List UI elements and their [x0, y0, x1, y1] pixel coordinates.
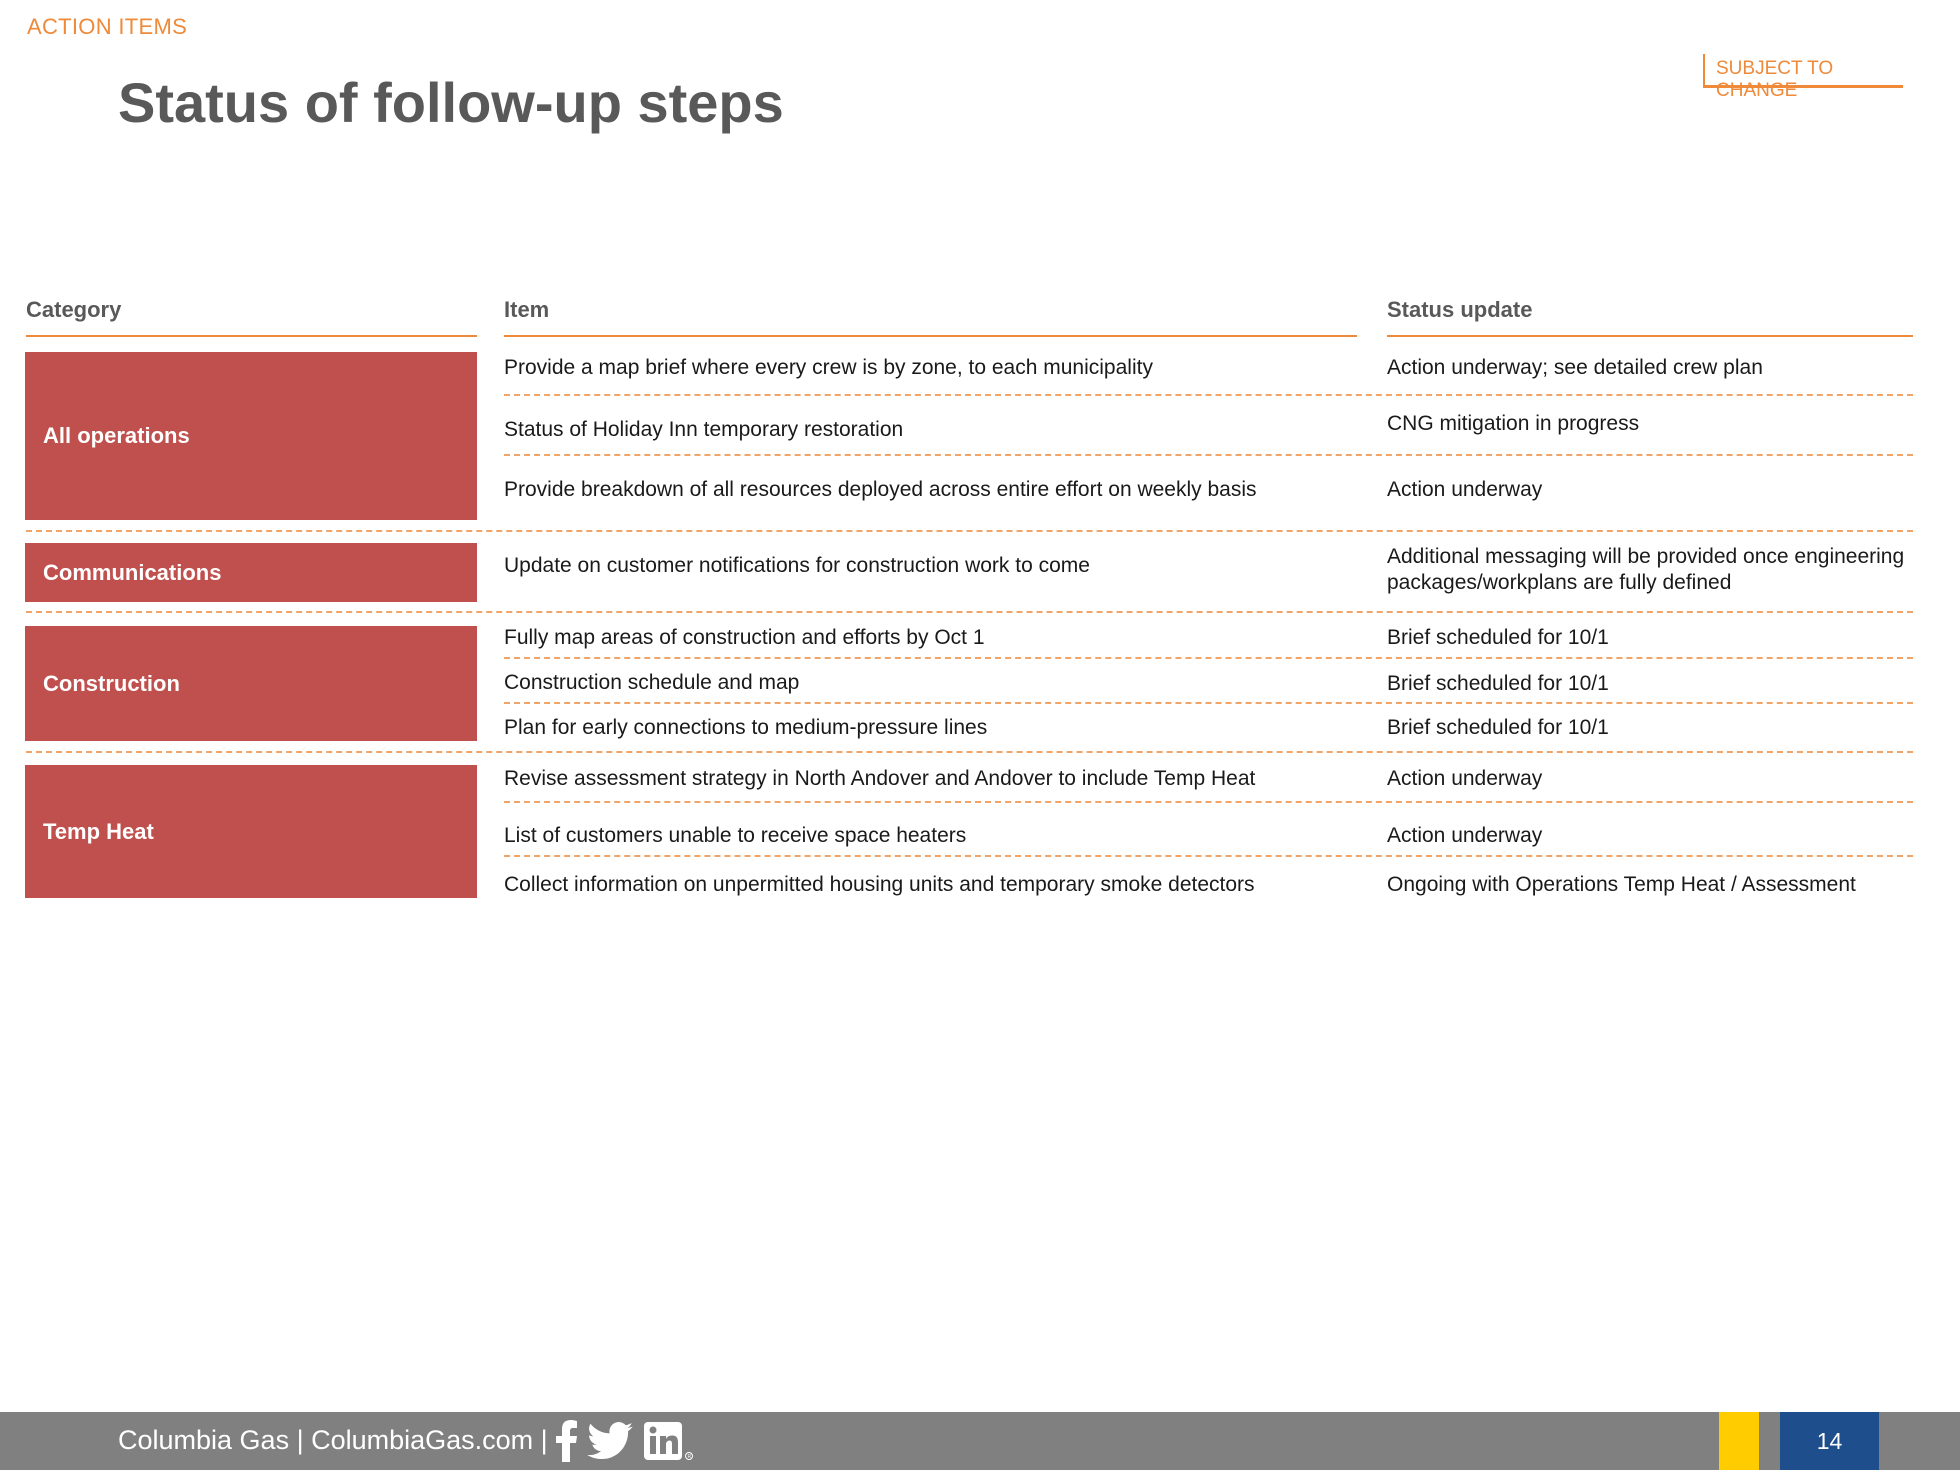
category-all-operations: All operations: [25, 352, 477, 520]
item-cell: Status of Holiday Inn temporary restoration: [504, 418, 904, 441]
row-divider: [504, 394, 1913, 396]
status-cell: Action underway; see detailed crew plan: [1387, 356, 1763, 379]
yellow-accent-block: [1719, 1412, 1759, 1470]
group-divider: [26, 751, 1913, 753]
svg-text:R: R: [687, 1454, 691, 1460]
item-cell: Revise assessment strategy in North Andover and Andover to include Temp Heat: [504, 767, 1256, 790]
footer-bar: [0, 1412, 1960, 1470]
item-cell: Plan for early connections to medium-pressure lines: [504, 716, 988, 739]
row-divider: [504, 702, 1913, 704]
page-number: 14: [1780, 1412, 1879, 1470]
header-rule: [26, 335, 477, 337]
group-divider: [26, 611, 1913, 613]
status-cell: Action underway: [1387, 824, 1543, 847]
item-cell: List of customers unable to receive space heaters: [504, 824, 967, 847]
row-divider: [504, 801, 1913, 803]
column-header-category: Category: [26, 297, 122, 322]
status-cell: Brief scheduled for 10/1: [1387, 716, 1609, 739]
status-cell: Action underway: [1387, 767, 1543, 790]
item-cell: Update on customer notifications for construction work to come: [504, 554, 1090, 577]
footer-text: Columbia Gas | ColumbiaGas.com |: [118, 1425, 548, 1455]
category-temp-heat: Temp Heat: [25, 765, 477, 898]
status-cell: CNG mitigation in progress: [1387, 412, 1640, 435]
twitter-icon[interactable]: [587, 1422, 633, 1460]
row-divider: [504, 657, 1913, 659]
facebook-icon[interactable]: [554, 1420, 578, 1462]
page-title: Status of follow-up steps: [118, 71, 784, 134]
status-cell: Brief scheduled for 10/1: [1387, 672, 1609, 695]
linkedin-icon[interactable]: [644, 1420, 694, 1462]
item-cell: Provide a map brief where every crew is by zone, to each municipality: [504, 356, 1153, 379]
group-divider: [26, 530, 1913, 532]
section-tag: ACTION ITEMS: [27, 14, 188, 39]
column-header-item: Item: [504, 297, 550, 322]
status-cell: Ongoing with Operations Temp Heat / Assessment: [1387, 873, 1856, 896]
row-divider: [504, 855, 1913, 857]
status-cell: Brief scheduled for 10/1: [1387, 626, 1609, 649]
subject-to-change-stamp: SUBJECT TO CHANGE: [1703, 54, 1903, 88]
column-header-status: Status update: [1387, 297, 1533, 322]
category-communications: Communications: [25, 543, 477, 602]
row-divider: [504, 454, 1913, 456]
status-cell: Additional messaging will be provided once engineering packages/workplans are fully defined: [1387, 545, 1905, 594]
status-cell: Action underway: [1387, 478, 1543, 501]
item-cell: Construction schedule and map: [504, 671, 800, 694]
header-rule: [504, 335, 1357, 337]
header-rule: [1387, 335, 1913, 337]
item-cell: Fully map areas of construction and efforts by Oct 1: [504, 626, 985, 649]
item-cell: Collect information on unpermitted housing units and temporary smoke detectors: [504, 873, 1255, 896]
category-construction: Construction: [25, 626, 477, 741]
item-cell: Provide breakdown of all resources deployed across entire effort on weekly basis: [504, 478, 1257, 501]
